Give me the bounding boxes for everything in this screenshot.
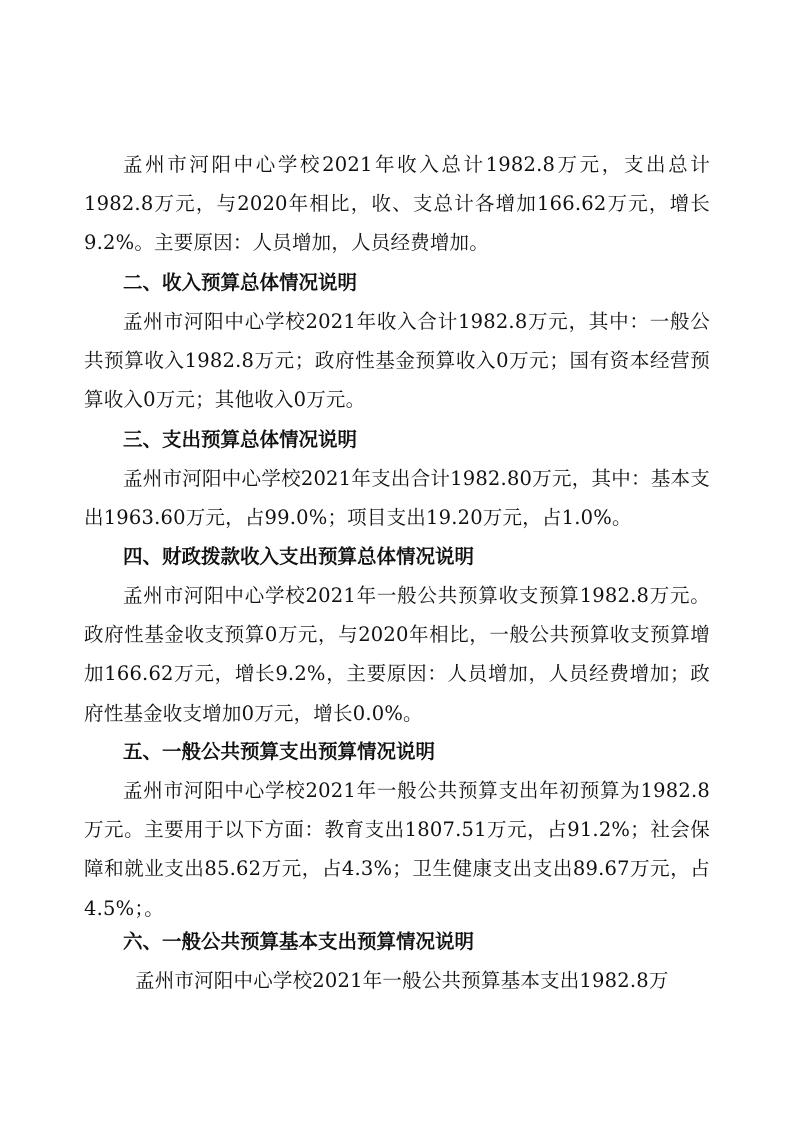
section-body-income: 孟州市河阳中心学校2021年收入合计1982.8万元，其中：一般公共预算收入1982.8万元；政府性基金预算收入0万元；国有资本经营预算收入0万元；其他收入0万元。 — [84, 310, 710, 412]
section-body-fiscal-appropriation: 孟州市河阳中心学校2021年一般公共预算收支预算1982.8万元。政府性基金收支预算0万元，与2020年相比，一般公共预算收支预算增加166.62万元，增长9.2%，主要原因：人员增加，人员经费增加；政府性基金收支增加0万元，增长0.0%。 — [84, 584, 710, 725]
section-heading-basic-expenditure: 六、一般公共预算基本支出预算情况说明 — [123, 930, 475, 953]
section-body-expenditure: 孟州市河阳中心学校2021年支出合计1982.80万元，其中：基本支出1963.60万元，占99.0%；项目支出19.20万元，占1.0%。 — [84, 467, 710, 530]
section-heading-general-public-expenditure: 五、一般公共预算支出预算情况说明 — [123, 740, 436, 763]
intro-paragraph: 孟州市河阳中心学校2021年收入总计1982.8万元，支出总计1982.8万元，与2020年相比，收、支总计各增加166.62万元，增长9.2%。主要原因：人员增加，人员经费增加。 — [84, 153, 710, 255]
section-heading-fiscal-appropriation: 四、财政拨款收入支出预算总体情况说明 — [123, 545, 475, 568]
section-body-general-public-expenditure: 孟州市河阳中心学校2021年一般公共预算支出年初预算为1982.8万元。主要用于以下方面：教育支出1807.51万元，占91.2%；社会保障和就业支出85.62万元，占4.3%；卫生健康支出支出89.67万元，占4.5%；。 — [84, 779, 710, 920]
section-heading-income: 二、收入预算总体情况说明 — [123, 271, 358, 294]
section-heading-expenditure: 三、支出预算总体情况说明 — [123, 428, 358, 451]
section-body-basic-expenditure: 孟州市河阳中心学校2021年一般公共预算基本支出1982.8万 — [135, 969, 669, 992]
